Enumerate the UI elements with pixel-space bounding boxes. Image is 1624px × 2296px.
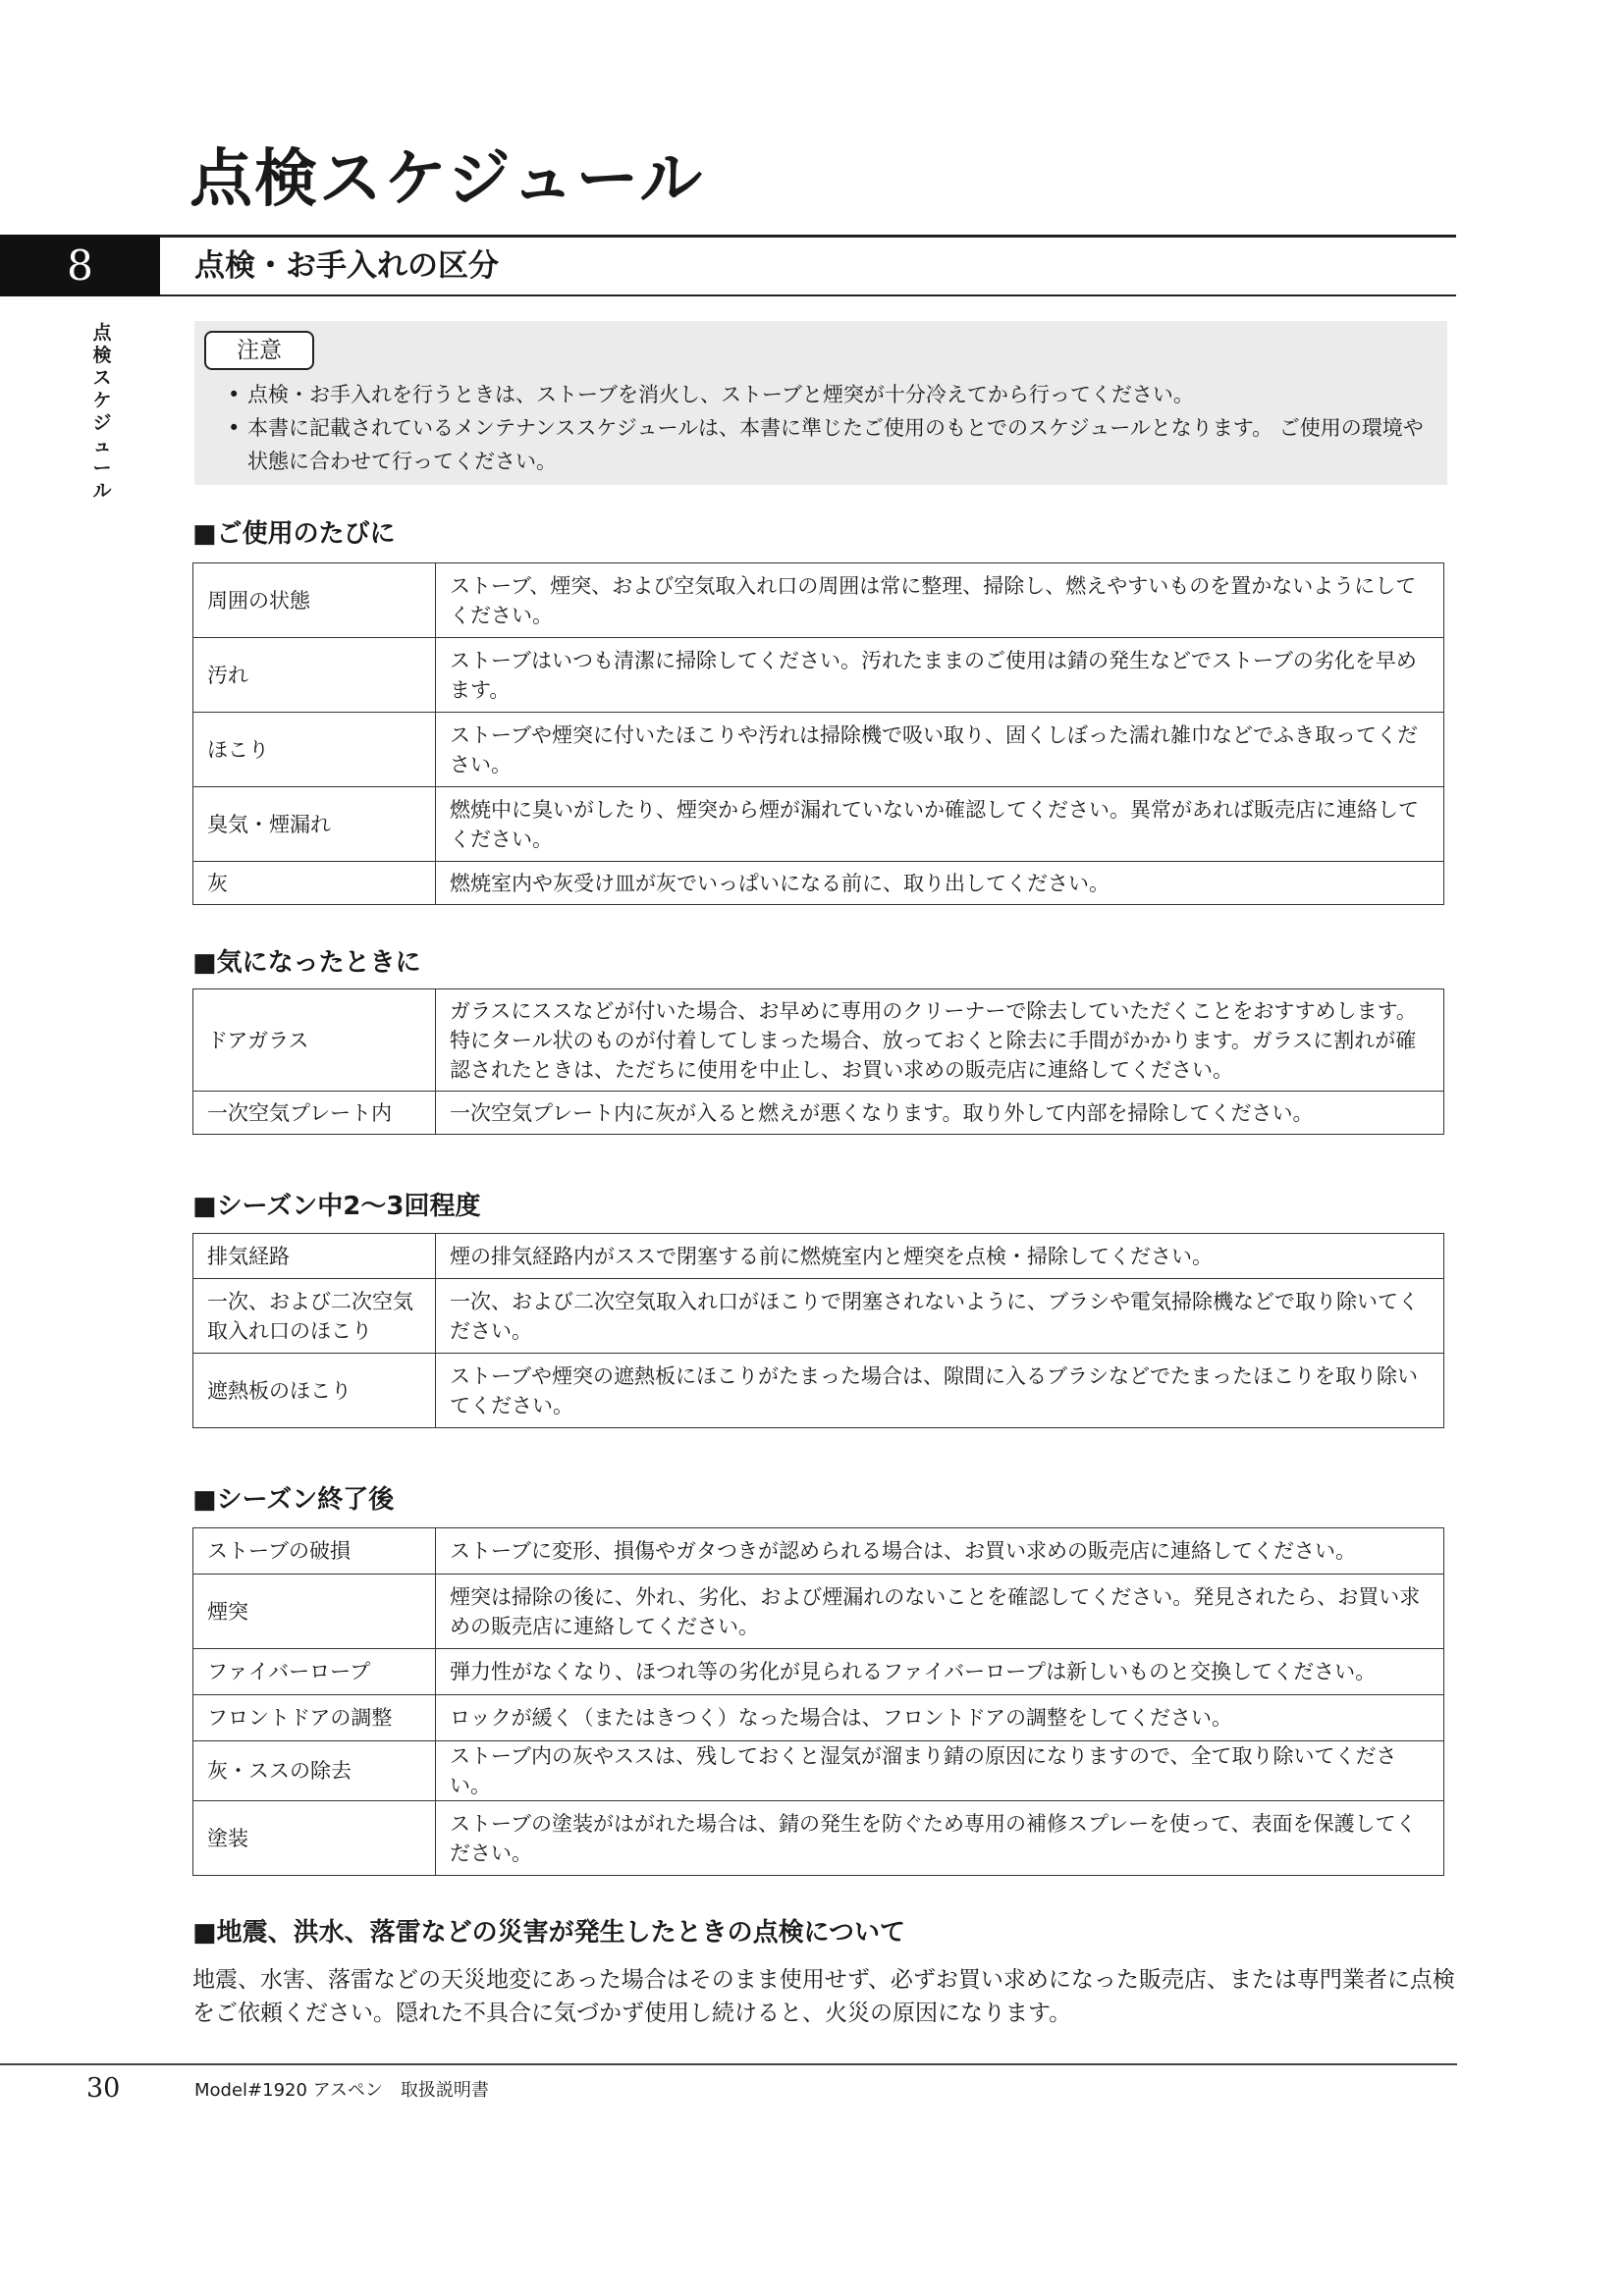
- section-heading-mid-season: ■シーズン中2～3回程度: [192, 1192, 481, 1221]
- row-text: ストーブや煙突に付いたほこりや汚れは掃除機で吸い取り、固くしぼった濡れ雑巾などでふき取ってください。: [436, 713, 1444, 787]
- section-heading-when-noticed: ■気になったときに: [192, 948, 421, 978]
- row-label: 周囲の状態: [193, 563, 436, 638]
- table-row: [193, 1092, 1444, 1135]
- section-heading-end-of-season: ■シーズン終了後: [192, 1485, 395, 1515]
- table-end-of-season: [192, 1527, 1444, 1876]
- row-label: 一次、および二次空気取入れ口のほこり: [193, 1279, 436, 1354]
- row-text: ストーブに変形、損傷やガタつきが認められる場合は、お買い求めの販売店に連絡してください。: [436, 1528, 1444, 1575]
- section-rule-top: [160, 235, 1456, 238]
- row-label: 臭気・煙漏れ: [193, 787, 436, 862]
- side-chapter-label: 点検スケジュール: [92, 322, 112, 502]
- caution-box: [194, 321, 1447, 485]
- table-row: [193, 1279, 1444, 1354]
- page-number: 30: [86, 2073, 121, 2104]
- row-label: 一次空気プレート内: [193, 1092, 436, 1135]
- row-text: 煙の排気経路内がススで閉塞する前に燃焼室内と煙突を点検・掃除してください。: [436, 1234, 1444, 1279]
- row-label: ドアガラス: [193, 989, 436, 1092]
- footer-rule: [0, 2063, 1457, 2065]
- row-text: ロックが緩く（またはきつく）なった場合は、フロントドアの調整をしてください。: [436, 1695, 1444, 1741]
- table-row: [193, 1741, 1444, 1801]
- table-row: [193, 1575, 1444, 1649]
- table-row: [193, 862, 1444, 905]
- row-label: 汚れ: [193, 638, 436, 713]
- chapter-number: 8: [0, 235, 160, 296]
- table-row: [193, 1234, 1444, 1279]
- row-label: ほこり: [193, 713, 436, 787]
- table-row: [193, 563, 1444, 638]
- table-row: [193, 787, 1444, 862]
- row-text: 燃焼室内や灰受け皿が灰でいっぱいになる前に、取り出してください。: [436, 862, 1444, 905]
- row-label: 灰: [193, 862, 436, 905]
- row-text: ガラスにススなどが付いた場合、お早めに専用のクリーナーで除去していただくことをおすすめします。特にタール状のものが付着してしまった場合、放っておくと除去に手間がかかります。ガラスに割れが確認されたときは、ただちに使用を中止し、お買い求めの販売店に連絡してください。: [436, 989, 1444, 1092]
- table-row: [193, 1695, 1444, 1741]
- row-text: ストーブの塗装がはがれた場合は、錆の発生を防ぐため専用の補修スプレーを使って、表面を保護してください。: [436, 1801, 1444, 1876]
- row-label: 灰・ススの除去: [193, 1741, 436, 1801]
- caution-item: • 点検・お手入れを行うときは、ストーブを消火し、ストーブと煙突が十分冷えてから行ってください。: [228, 378, 1426, 411]
- row-label: 排気経路: [193, 1234, 436, 1279]
- page-title: 点検スケジュール: [189, 142, 705, 216]
- table-row: [193, 713, 1444, 787]
- table-mid-season: [192, 1233, 1444, 1428]
- row-text: 一次空気プレート内に灰が入ると燃えが悪くなります。取り外して内部を掃除してください。: [436, 1092, 1444, 1135]
- row-label: フロントドアの調整: [193, 1695, 436, 1741]
- table-every-use: [192, 562, 1444, 905]
- disaster-text: 地震、水害、落雷などの天災地変にあった場合はそのまま使用せず、必ずお買い求めになった販売店、または専門業者に点検をご依頼ください。隠れた不具合に気づかず使用し続けると、火災の原因になります。: [192, 1967, 1455, 2026]
- table-when-noticed: [192, 988, 1444, 1135]
- table-row: [193, 1354, 1444, 1428]
- row-label: 遮熱板のほこり: [193, 1354, 436, 1428]
- table-row: [193, 989, 1444, 1092]
- section-title: 点検・お手入れの区分: [194, 248, 499, 284]
- table-row: [193, 1649, 1444, 1695]
- row-text: 弾力性がなくなり、ほつれ等の劣化が見られるファイバーロープは新しいものと交換してください。: [436, 1649, 1444, 1695]
- row-label: 煙突: [193, 1575, 436, 1649]
- table-row: [193, 638, 1444, 713]
- row-label: 塗装: [193, 1801, 436, 1876]
- row-label: ストーブの破損: [193, 1528, 436, 1575]
- section-rule-bottom: [160, 294, 1456, 296]
- row-label: ファイバーロープ: [193, 1649, 436, 1695]
- row-text: ストーブや煙突の遮熱板にほこりがたまった場合は、隙間に入るブラシなどでたまったほこりを取り除いてください。: [436, 1354, 1444, 1428]
- row-text: 一次、および二次空気取入れ口がほこりで閉塞されないように、ブラシや電気掃除機などで取り除いてください。: [436, 1279, 1444, 1354]
- section-heading-every-use: ■ご使用のたびに: [192, 519, 396, 549]
- caution-item: • 本書に記載されているメンテナンススケジュールは、本書に準じたご使用のもとでのスケジュールとなります。 ご使用の環境や状態に合わせて行ってください。: [228, 411, 1426, 478]
- row-text: ストーブ内の灰やススは、残しておくと湿気が溜まり錆の原因になりますので、全て取り除いてください。: [436, 1741, 1444, 1801]
- footer-model-label: Model#1920 アスペン 取扱説明書: [194, 2080, 489, 2101]
- row-text: ストーブ、煙突、および空気取入れ口の周囲は常に整理、掃除し、燃えやすいものを置かないようにしてください。: [436, 563, 1444, 638]
- caution-list: [228, 378, 1426, 478]
- caution-badge: 注意: [204, 331, 314, 370]
- table-row: [193, 1528, 1444, 1575]
- row-text: 燃焼中に臭いがしたり、煙突から煙が漏れていないか確認してください。異常があれば販売店に連絡してください。: [436, 787, 1444, 862]
- table-row: [193, 1801, 1444, 1876]
- section-heading-disaster: ■地震、洪水、落雷などの災害が発生したときの点検について: [192, 1918, 906, 1948]
- row-text: 煙突は掃除の後に、外れ、劣化、および煙漏れのないことを確認してください。発見されたら、お買い求めの販売店に連絡してください。: [436, 1575, 1444, 1649]
- row-text: ストーブはいつも清潔に掃除してください。汚れたままのご使用は錆の発生などでストーブの劣化を早めます。: [436, 638, 1444, 713]
